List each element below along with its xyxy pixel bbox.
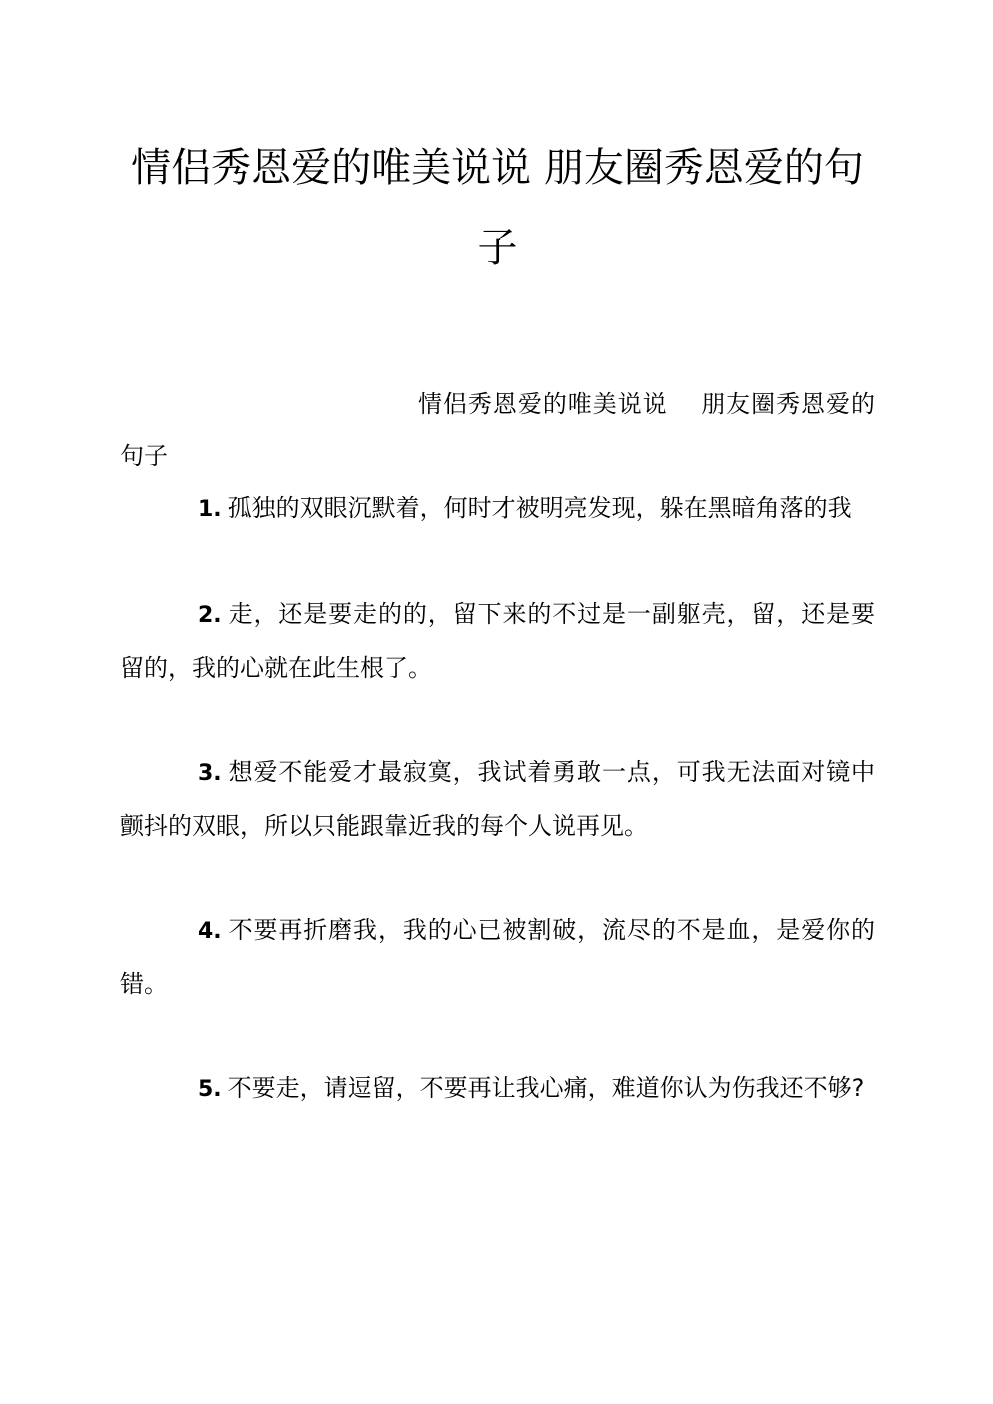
list-item xyxy=(120,1062,875,1116)
item-number: 5. xyxy=(198,1077,222,1102)
item-number: 2. xyxy=(198,603,222,628)
item-text: 想爱不能爱才最寂寞，我试着勇敢一点，可我无法面对镜中颤抖的双眼，所以只能跟靠近我的每个人说再见。 xyxy=(120,758,875,840)
item-text: 走，还是要走的的，留下来的不过是一副躯壳，留，还是要留的，我的心就在此生根了。 xyxy=(120,600,875,682)
list-item xyxy=(120,904,875,1010)
document-body xyxy=(120,378,875,1168)
item-text: 孤独的双眼沉默着，何时才被明亮发现，躲在黑暗角落的我 xyxy=(227,494,852,522)
document-title: 情侣秀恩爱的唯美说说 朋友圈秀恩爱的句子 xyxy=(131,145,864,271)
list-item xyxy=(120,482,875,536)
list-item xyxy=(120,746,875,852)
list-item xyxy=(120,588,875,694)
item-number: 3. xyxy=(198,761,222,786)
item-number: 1. xyxy=(198,497,222,522)
item-number: 4. xyxy=(198,919,222,944)
item-text: 不要再折磨我，我的心已被割破，流尽的不是血，是爱你的错。 xyxy=(120,916,875,998)
document-subtitle: 情侣秀恩爱的唯美说说 朋友圈秀恩爱的句子 xyxy=(120,390,875,470)
item-text: 不要走，请逗留，不要再让我心痛，难道你认为伤我还不够? xyxy=(227,1074,865,1102)
